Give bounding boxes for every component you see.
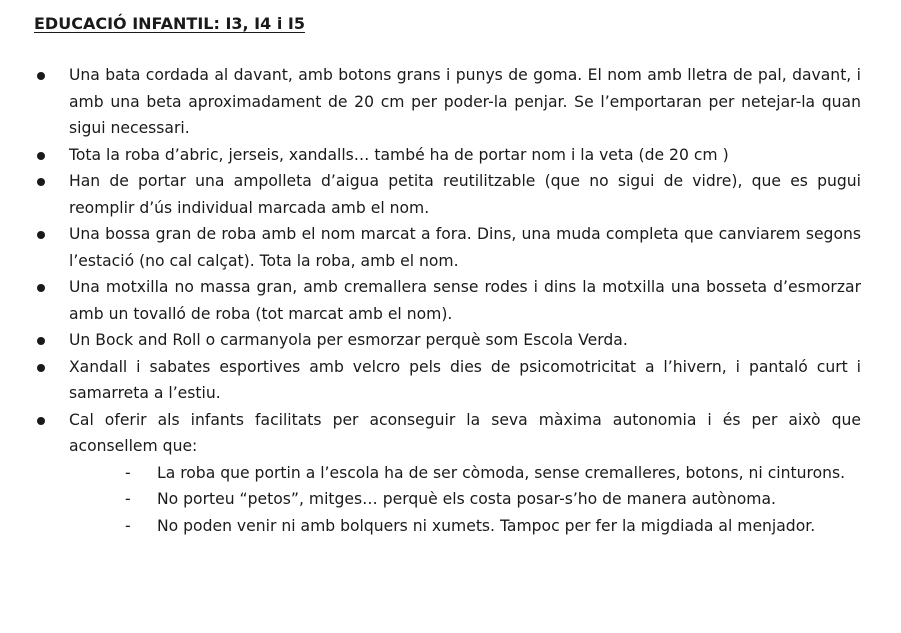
page-title: EDUCACIÓ INFANTIL: I3, I4 i I5: [34, 14, 305, 33]
autonomy-sublist: [69, 460, 861, 540]
dash-marker: -: [125, 490, 131, 508]
sub-list-item: [69, 486, 861, 513]
list-item-text: Una motxilla no massa gran, amb cremallera sense rodes i dins la motxilla una bosseta d’esmorzar amb un tovalló de roba (tot marcat amb el nom).: [69, 278, 861, 323]
list-item-text: Una bata cordada al davant, amb botons grans i punys de goma. El nom amb lletra de pal, davant, i amb una beta aproximadament de 20 cm per poder-la penjar. Se l’emportaran per netejar-la quan sigui necessari.: [69, 66, 861, 137]
sub-list-item-text: No porteu “petos”, mitges… perquè els costa posar-s’ho de manera autònoma.: [157, 490, 776, 508]
list-item-text: Una bossa gran de roba amb el nom marcat a fora. Dins, una muda completa que canviarem segons l’estació (no cal calçat). Tota la roba, amb el nom.: [69, 225, 861, 270]
list-item-text: Cal oferir als infants facilitats per aconseguir la seva màxima autonomia i és per això que aconsellem que:: [69, 410, 861, 455]
list-item-text: Xandall i sabates esportives amb velcro pels dies de psicomotricitat a l’hivern, i pantaló curt i samarreta a l’estiu.: [69, 357, 861, 402]
list-item-text: Han de portar una ampolleta d’aigua petita reutilitzable (que no sigui de vidre), que es pugui reomplir d’ús individual marcada amb el nom.: [69, 172, 861, 217]
sub-list-item: [69, 513, 861, 540]
list-item: [0, 274, 861, 327]
sub-list-item: [69, 460, 861, 487]
list-item: [0, 168, 861, 221]
bullet-icon: [37, 417, 45, 425]
bullet-icon: [37, 178, 45, 186]
sub-list-item-text: No poden venir ni amb bolquers ni xumets. Tampoc per fer la migdiada al menjador.: [157, 516, 816, 535]
requirements-list: [0, 62, 861, 539]
bullet-icon: [37, 72, 45, 80]
list-item: [0, 221, 861, 274]
list-item-text: Tota la roba d’abric, jerseis, xandalls… també ha de portar nom i la veta (de 20 cm ): [69, 145, 729, 164]
dash-marker: -: [125, 516, 131, 535]
list-item: [0, 327, 861, 354]
bullet-icon: [37, 364, 45, 372]
bullet-icon: [37, 231, 45, 239]
list-item: [0, 142, 861, 169]
list-item-text: Un Bock and Roll o carmanyola per esmorzar perquè som Escola Verda.: [69, 331, 628, 349]
bullet-icon: [37, 284, 45, 292]
dash-marker: -: [125, 463, 131, 482]
list-item: [0, 407, 861, 540]
sub-list-item-text: La roba que portin a l’escola ha de ser còmoda, sense cremalleres, botons, ni cinturons.: [157, 463, 846, 482]
bullet-icon: [37, 152, 45, 160]
list-item: [0, 62, 861, 142]
bullet-icon: [37, 337, 45, 345]
list-item: [0, 354, 861, 407]
